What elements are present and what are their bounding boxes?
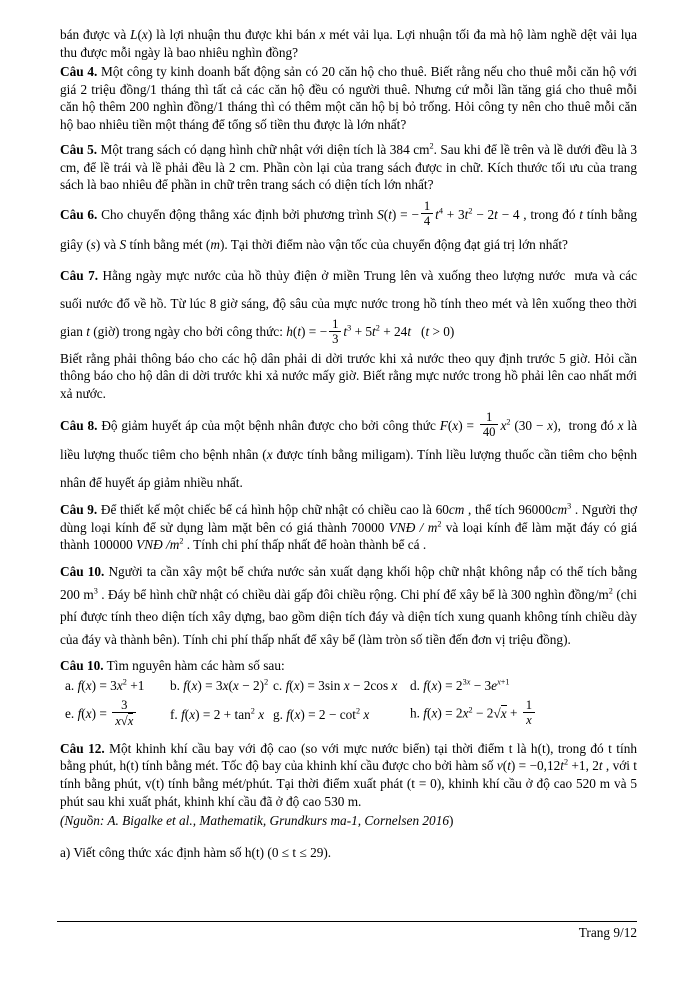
cau-6: Câu 6. Cho chuyển động thẳng xác định bởi phương trình S(t) = − $\frac{1}{4}$ $t^4 + 3t^2 - 2t - 4$ , trong đó t tính bằng giây (s) và S tính bằng mét (m). Tại thời điểm nào vận tốc của chuyển động đạt giá trị lớn nhất?: [60, 199, 638, 252]
formula-item: b. $f(x) = 3x(x - 2)^2$: [170, 677, 269, 693]
formula-item: a. $f(x) = 3x^2 +1$: [65, 677, 145, 693]
cau-8: Câu 8. Độ giảm huyết áp của một bệnh nhân được cho bởi công thức F(x) = $\frac{1}{40}$ $x^2$ (30 − x), trong đó x là liều lượng thuốc tiêm cho bệnh nhân (x được tính bằng miligam). Tính liều lượng thuốc cần tiêm cho bệnh nhân để huyết áp giảm nhiều nhất.: [60, 409, 638, 491]
formula-row-2: [60, 697, 637, 730]
formula-item: f. $f(x) = 2 + \tan^2 x$: [170, 706, 265, 722]
document-content: [60, 26, 637, 861]
nguon-line: (Nguồn: A. Bigalke et al., Mathematik, Grundkurs ma-1, Cornelsen 2016): [60, 813, 454, 829]
cau-7-note: Biết rằng phải thông báo cho các hộ dân phải di dời trước khi xả nước theo quy định trước 5 giờ. Hỏi cần thông báo cho hộ dân di dời trước khi xả nước mấy giờ. Biết rằng mực nước trong hồ phải lên cao nhất mới xả nước.: [60, 350, 637, 401]
page-footer: [57, 921, 637, 941]
formula-item: d. $f(x) = 2^{3x} - 3e^{x+1}$: [410, 677, 510, 693]
page-number: Trang 9/12: [578, 925, 637, 940]
cau-12: Câu 12. Một khinh khí cầu bay với độ cao (so với mực nước biển) tại thời điểm t là h(t), trong đó t tính bằng phút, h(t) tính bằng mét. Tốc độ bay của khinh khí cầu được cho bởi hàm số $v(t) = -0,12t^2 +1$, 2t , với t tính bằng phút, v(t) tính bằng mét/phút. Tại thời điểm xuất phát (t = 0), khinh khí cầu ở độ cao 520 m và 5 phút sau khi xuất phát, khinh khí cầu đã ở độ cao 530 m.: [60, 740, 637, 809]
cau-5: Câu 5. Một trang sách có dạng hình chữ nhật với diện tích là 384 $cm^2$. Sau khi để lề trên và lề dưới đều là 3 cm, để lề trái và lề phải đều là 2 cm. Phần còn lại của trang sách được in chữ. Kích thước tối ưu của trang sách là bao nhiêu để phần in chữ trên trang sách có diện tích lớn nhất?: [60, 141, 637, 193]
intro-paragraph: bán được và L(x) là lợi nhuận thu được khi bán x mét vải lụa. Lợi nhuận tối đa mà hộ làm nghề dệt vải lụa thu được mỗi ngày là bao nhiêu nghìn đồng?: [60, 27, 637, 60]
formula-item: g. $f(x) = 2 - \cot^2 x$: [273, 706, 370, 722]
cau-7: Câu 7. Hằng ngày mực nước của hồ thủy điện ở miền Trung lên và xuống theo lượng nước mưa và các suối nước đổ về hồ. Từ lúc 8 giờ sáng, độ sâu của mực nước trong hồ tính theo mét và lên xuống theo thời gian t (giờ) trong ngày cho bởi công thức: h(t) = − $\frac{1}{3}$ $t^3 + 5t^2 + 24t$ (t > 0): [60, 268, 637, 346]
formula-item: h. $f(x) = 2x^2 - 2√x$ + $\frac{1}{x}$: [410, 700, 637, 729]
part-a-line: a) Viết công thức xác định hàm số h(t) (0 ≤ t ≤ 29).: [60, 844, 332, 860]
formula-item: c. f(x) = 3sin x − 2cos x: [273, 677, 398, 693]
cau-10a: Câu 10. Người ta cần xây một bể chứa nước sản xuất dạng khối hộp chữ nhật không nắp có thể tích bằng 200 $m^3$ . Đáy bể hình chữ nhật có chiều dài gấp đôi chiều rộng. Chi phí để xây bể là 300 nghìn đồng/$m^2$ (chi phí được tính theo diện tích xây dựng, bao gồm diện tích đáy và diện tích xung quanh không tính chiều dày của đáy và thành bên). Tính chi phí thấp nhất để xây bể (làm tròn số tiền đến đơn vị triệu đồng).: [60, 563, 637, 648]
formula-item: e. f(x) = $\frac{3}{x√x}$: [65, 700, 170, 730]
cau-10b: Câu 10. Tìm nguyên hàm các hàm số sau:: [60, 658, 285, 674]
cau-9: Câu 9. Để thiết kế một chiếc bể cá hình hộp chữ nhật có chiều cao là 60cm , thể tích $96000cm^3$ . Người thợ dùng loại kính để sử dụng làm mặt bên có giá thành 70000 VNĐ / $m^2$ và loại kính để làm mặt đáy có giá thành 100000 VNĐ $/m^2$ . Tính chi phí thấp nhất để hoàn thành bể cá .: [60, 501, 638, 553]
formula-row-1: [60, 678, 637, 694]
cau-4: Câu 4. Một công ty kinh doanh bất động sản có 20 căn hộ cho thuê. Biết rằng nếu cho thuê mỗi căn hộ với giá 2 triệu đồng/1 tháng thì tất cả các căn hộ đều có người thuê. Nhưng cứ mỗi lần tăng giá cho thuê mỗi căn hộ thêm 200 nghìn đồng/1 tháng thì có thêm một căn hộ bị bỏ trống. Hỏi công ty nên cho thuê mỗi căn hộ bao nhiêu tiền một tháng để tổng số tiền thu được là lớn nhất?: [60, 64, 637, 132]
